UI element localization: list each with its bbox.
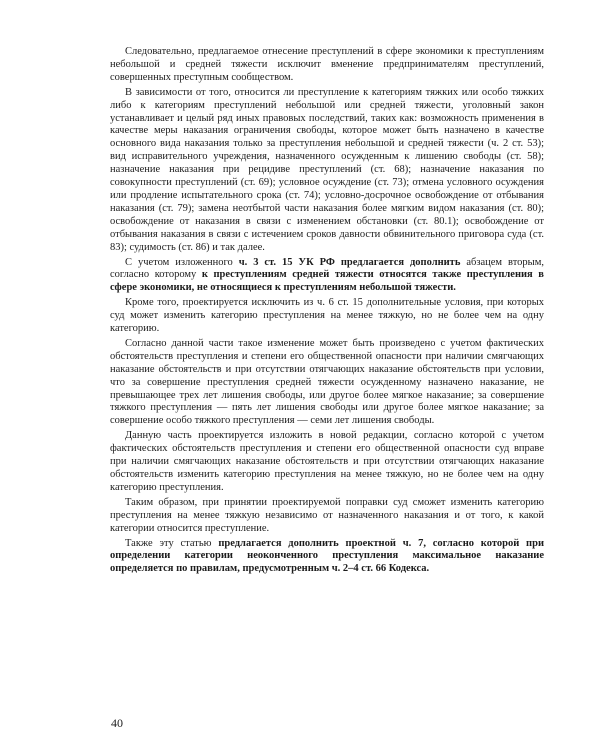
- text-run: Данную часть проектируется изложить в новой редакции, согласно которой с учетом фактических обстоятельств преступления и степени его общественной опасности суд вправе при наличии смягчающих наказание обстоятельств и при отсутствии отягчающих наказание обстоятельств изменить категорию преступления на менее тяжкую, но не более чем на одну категорию преступления.: [110, 430, 544, 493]
- text-run: абзацем вторым, согласно которому: [110, 256, 544, 281]
- paragraph: [110, 87, 544, 255]
- text-run: Кроме того, проектируется исключить из ч. 6 ст. 15 дополнительные условия, при которых суд может изменить категорию преступления на менее тяжкую, но не более чем на одну категорию.: [110, 297, 544, 335]
- paragraph: [110, 297, 544, 336]
- text-run: Согласно данной части такое изменение может быть произведено с учетом фактических обстоятельств преступления и степени его общественной опасности при наличии смягчающих наказание обстоятельств и при отсутствии отягчающих наказание обстоятельств при условии, что за совершение преступления средней тяжести осужденному назначено наказание, не превышающее трех лет лишения свободы, или другое более мягкое наказание; за совершение тяжкого преступления — пять лет лишения свободы или другое более мягкое наказание; за совершение особо тяжкого преступления — семи лет лишения свободы.: [110, 337, 544, 427]
- paragraph: [110, 46, 544, 85]
- text-run: Следовательно, предлагаемое отнесение преступлений в сфере экономики к преступлениям небольшой и средней тяжести исключит вменение предпринимателям преступлений, совершенных преступным сообществом.: [110, 46, 544, 83]
- bold-run: предлагается дополнить проектной ч. 7, согласно которой при определении категории неоконченного преступления максимальное наказание определяется по правилам, предусмотренным ч. 2–4 ст. 66 Кодекса.: [110, 537, 544, 575]
- text-run: С учетом изложенного: [125, 256, 239, 268]
- body-text: [110, 46, 544, 576]
- text-run: В зависимости от того, относится ли преступление к категориям тяжких или особо тяжких либо к категориям преступлений небольшой или средней тяжести, уголовный закон устанавливает и целый ряд иных правовых последствий, таких как: возможность применения в качестве меры наказания ограничения свободы, которое может быть назначено в качестве основного вида наказания только за преступления небольшой и средней тяжести (ч. 2 ст. 53); вид исправительного учреждения, назначенного осужденным к лишению свободы (ст. 58); назначение наказания при рецидиве преступлений (ст. 68); назначение наказания по совокупности преступлений (ст. 69); условное осуждение (ст. 73); отмена условного осуждения или продление испытательного срока (ст. 74); условно-досрочное освобождение от отбывания наказания (ст. 79); замена неотбытой части наказания более мягким видом наказания (ст. 80); освобождение от наказания в связи с изменением обстановки (ст. 80.1); освобождение от отбывания наказания в связи с истечением сроков давности обвинительного приговора суда (ст. 83); судимость (ст. 86) и так далее.: [110, 86, 544, 253]
- page-number: 40: [111, 716, 123, 730]
- paragraph: [110, 497, 544, 536]
- paragraph: [110, 538, 544, 577]
- paragraph: [110, 338, 544, 428]
- bold-run: ч. 3 ст. 15 УК РФ предлагается дополнить: [238, 256, 461, 268]
- paragraph: [110, 430, 544, 495]
- text-run: Также эту статью: [125, 537, 219, 549]
- bold-run: к преступлениям средней тяжести относятся также преступления в сфере экономики, не относящиеся к преступлениям небольшой тяжести.: [110, 269, 544, 294]
- paragraph: [110, 257, 544, 296]
- text-run: Таким образом, при принятии проектируемой поправки суд сможет изменить категорию преступления на менее тяжкую независимо от назначенного наказания и от того, к какой категории относится преступление.: [110, 496, 544, 534]
